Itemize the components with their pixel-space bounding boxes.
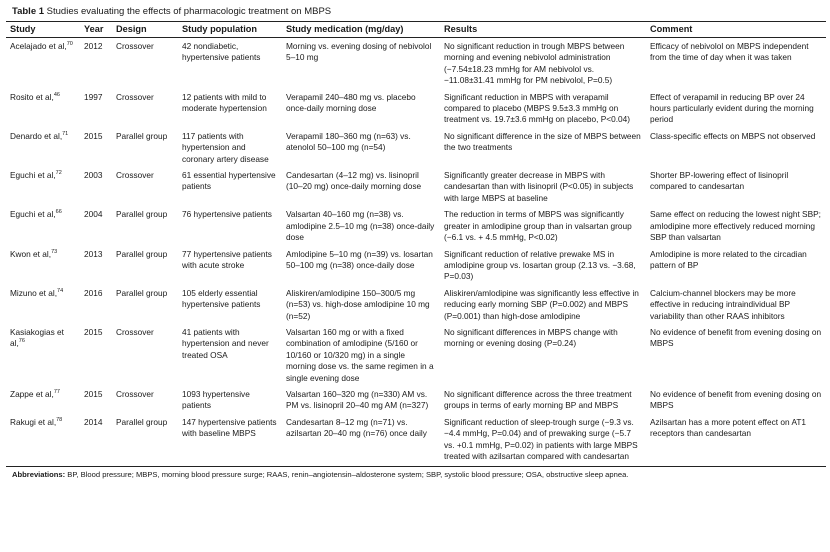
cell-comment: [646, 38, 826, 89]
header-medication: Study medication (mg/day): [282, 22, 440, 38]
table-row: [6, 206, 826, 245]
cell-design: [112, 128, 178, 167]
cell-results-text: No significant difference across the three treatment groups in terms of early morning BP and MBPS: [444, 388, 632, 411]
cell-population: [178, 414, 282, 465]
table-row: [6, 128, 826, 167]
cell-design: [112, 167, 178, 206]
cell-study-text: Rosito et al,: [10, 91, 54, 102]
cell-population: [178, 89, 282, 128]
cell-design: [112, 246, 178, 285]
cell-study-text: Kasiakogias et al,: [10, 326, 64, 349]
cell-population: [178, 167, 282, 206]
cell-study: [6, 89, 80, 128]
cell-year: [80, 167, 112, 206]
cell-year: [80, 414, 112, 465]
header-population: Study population: [178, 22, 282, 38]
cell-population: [178, 38, 282, 89]
cell-design-text: Crossover: [116, 326, 154, 337]
cell-medication: [282, 386, 440, 414]
cell-design-text: Crossover: [116, 170, 154, 181]
header-design: Design: [112, 22, 178, 38]
cell-results-text: No significant difference in the size of MBPS between the two treatments: [444, 130, 641, 153]
cell-population: [178, 285, 282, 324]
cell-study: [6, 285, 80, 324]
cell-study: [6, 206, 80, 245]
cell-medication-text: Morning vs. evening dosing of nebivolol 5–10 mg: [286, 41, 432, 63]
abbreviations-label: Abbreviations:: [12, 470, 66, 480]
table-figure: [6, 0, 826, 479]
cell-design-text: Parallel group: [116, 209, 168, 220]
abbreviations-note: [6, 466, 826, 479]
cell-study: [6, 128, 80, 167]
table-row: [6, 38, 826, 89]
cell-design: [112, 324, 178, 386]
table-row: [6, 246, 826, 285]
table-label: Table 1: [12, 6, 45, 17]
cell-results: [440, 285, 646, 324]
cell-comment-text: Same effect on reducing the lowest night SBP; amlodipine more effectively reduced morning SBP than valsartan: [650, 209, 821, 243]
cell-design-text: Parallel group: [116, 287, 168, 298]
cell-medication: [282, 414, 440, 465]
table-caption: [6, 6, 826, 17]
table-body: [6, 38, 826, 465]
cell-year-text: 2015: [84, 326, 103, 337]
header-year: Year: [80, 22, 112, 38]
cell-comment: [646, 89, 826, 128]
cell-population-text: 105 elderly essential hypertensive patients: [182, 287, 261, 310]
cell-study-text: Kwon et al,: [10, 248, 52, 259]
cell-results: [440, 324, 646, 386]
cell-study: [6, 386, 80, 414]
cell-design: [112, 285, 178, 324]
cell-medication: [282, 246, 440, 285]
cell-medication-text: Candesartan 8–12 mg (n=71) vs. azilsartan 20–40 mg (n=76) once daily: [286, 416, 427, 439]
cell-comment-text: Effect of verapamil in reducing BP over 24 hours particularly evident during the morning period: [650, 91, 814, 125]
cell-study-text: Eguchi et al,: [10, 170, 56, 181]
cell-year-text: 2015: [84, 130, 103, 141]
cell-population-text: 117 patients with hypertension and coronary artery disease: [182, 130, 269, 164]
cell-study: [6, 38, 80, 89]
cell-year-text: 1997: [84, 91, 103, 102]
cell-comment: [646, 128, 826, 167]
cell-year-text: 2015: [84, 388, 103, 399]
cell-medication: [282, 38, 440, 89]
cell-year-text: 2012: [84, 41, 103, 51]
cell-comment: [646, 246, 826, 285]
header-study: Study: [6, 22, 80, 38]
cell-comment: [646, 206, 826, 245]
cell-comment-text: Shorter BP-lowering effect of lisinopril compared to candesartan: [650, 170, 789, 192]
cell-design-text: Crossover: [116, 91, 154, 102]
cell-results: [440, 89, 646, 128]
cell-results-text: The reduction in terms of MBPS was significantly greater in amlodipine group than in valsartan group (−6.1 vs. + 4.5 mmHg, P<0.02): [444, 209, 632, 243]
cell-study-text: Denardo et al,: [10, 130, 63, 141]
cell-design: [112, 206, 178, 245]
cell-design: [112, 38, 178, 89]
cell-comment: [646, 414, 826, 465]
cell-results-text: Significant reduction of relative prewake MS in amlodipine group vs. losartan group (2.13 vs. −3.68, P=0.03): [444, 248, 636, 282]
table-row: [6, 167, 826, 206]
cell-population-text: 41 patients with hypertension and never treated OSA: [182, 326, 269, 360]
reference-number: 78: [56, 417, 63, 424]
reference-number: 71: [62, 131, 69, 138]
cell-design-text: Crossover: [116, 41, 154, 51]
cell-study-text: Zappe et al,: [10, 388, 54, 399]
cell-comment: [646, 386, 826, 414]
cell-population-text: 42 nondiabetic, hypertensive patients: [182, 41, 261, 63]
table-row: [6, 386, 826, 414]
reference-number: 66: [55, 209, 62, 216]
cell-year: [80, 386, 112, 414]
cell-study-text: Mizuno et al,: [10, 287, 58, 298]
cell-results: [440, 386, 646, 414]
cell-study-text: Rakugi et al,: [10, 416, 57, 427]
table-row: [6, 414, 826, 465]
cell-population: [178, 324, 282, 386]
cell-medication-text: Candesartan (4–12 mg) vs. lisinopril (10–20 mg) once-daily morning dose: [286, 170, 422, 192]
cell-design-text: Parallel group: [116, 248, 168, 259]
cell-comment: [646, 167, 826, 206]
cell-medication-text: Verapamil 240–480 mg vs. placebo once-daily morning dose: [286, 91, 416, 114]
cell-design: [112, 89, 178, 128]
cell-medication: [282, 285, 440, 324]
cell-population: [178, 128, 282, 167]
cell-results-text: Significant reduction of sleep-trough surge (−9.3 vs. −4.4 mmHg, P=0.04) and of prewaking surge (−5.7 vs. +0.1 mmHg, P=0.02) in patients with large MBPS treated with azilsartan compared with candesartan: [444, 416, 638, 461]
cell-year: [80, 324, 112, 386]
cell-study-text: Eguchi et al,: [10, 209, 56, 220]
cell-medication: [282, 128, 440, 167]
cell-population-text: 12 patients with mild to moderate hypertension: [182, 91, 267, 114]
cell-study-text: Acelajado et al,: [10, 41, 67, 51]
reference-number: 70: [66, 41, 73, 48]
cell-medication-text: Amlodipine 5–10 mg (n=39) vs. losartan 50–100 mg (n=38) once-daily dose: [286, 248, 433, 270]
cell-medication: [282, 206, 440, 245]
cell-results-text: Significantly greater decrease in MBPS with candesartan than with lisinopril (P<0.05) in subjects with large MBPS at baseline: [444, 170, 634, 203]
cell-population: [178, 386, 282, 414]
cell-comment: [646, 285, 826, 324]
cell-comment-text: Efficacy of nebivolol on MBPS independent from the time of day when it was taken: [650, 41, 809, 63]
cell-medication: [282, 324, 440, 386]
table-row: [6, 285, 826, 324]
cell-study: [6, 414, 80, 465]
cell-year-text: 2014: [84, 416, 103, 427]
cell-year-text: 2016: [84, 287, 103, 298]
cell-year-text: 2013: [84, 248, 103, 259]
cell-medication: [282, 167, 440, 206]
cell-year: [80, 206, 112, 245]
reference-number: 73: [51, 248, 58, 255]
cell-medication: [282, 89, 440, 128]
cell-design: [112, 414, 178, 465]
table-title: Studies evaluating the effects of pharmacologic treatment on MBPS: [46, 6, 332, 17]
cell-comment-text: Azilsartan has a more potent effect on AT1 receptors than candesartan: [650, 416, 807, 439]
table-row: [6, 324, 826, 386]
cell-results: [440, 38, 646, 89]
cell-comment: [646, 324, 826, 386]
cell-study: [6, 246, 80, 285]
cell-year: [80, 285, 112, 324]
reference-number: 76: [18, 338, 25, 345]
cell-results: [440, 414, 646, 465]
cell-results-text: No significant reduction in trough MBPS between morning and evening nebivolol administration (−7.54±18.23 mmHg for AM nebivolol vs. −11.08±31.41 mmHg for PM nebivolol, P=0.5): [444, 41, 625, 86]
cell-study: [6, 324, 80, 386]
cell-comment-text: No evidence of benefit from evening dosing on MBPS: [650, 388, 822, 411]
cell-study: [6, 167, 80, 206]
cell-results: [440, 167, 646, 206]
cell-population-text: 77 hypertensive patients with acute stroke: [182, 248, 272, 270]
studies-table: [6, 21, 826, 464]
cell-population: [178, 246, 282, 285]
cell-comment-text: No evidence of benefit from evening dosing on MBPS: [650, 326, 822, 349]
header-row: [6, 22, 826, 38]
abbreviations-text: BP, Blood pressure; MBPS, morning blood pressure surge; RAAS, renin–angiotensin–aldosterone system; SBP, systolic blood pressure; OSA, obstructive sleep apnea.: [67, 470, 629, 480]
header-comment: Comment: [646, 22, 826, 38]
cell-population-text: 1093 hypertensive patients: [182, 388, 250, 411]
cell-medication-text: Valsartan 40–160 mg (n=38) vs. amlodipine 2.5–10 mg (n=38) once-daily dose: [286, 209, 435, 243]
cell-comment-text: Calcium-channel blockers may be more effective in reducing intraindividual BP variability than other RAAS inhibitors: [650, 287, 796, 321]
reference-number: 46: [53, 91, 60, 98]
header-results: Results: [440, 22, 646, 38]
cell-results-text: No significant differences in MBPS change with morning or evening dosing (P=0.24): [444, 326, 618, 349]
reference-number: 77: [53, 389, 60, 396]
cell-medication-text: Valsartan 160 mg or with a fixed combination of amlodipine (5/160 or 10/160 or 10/320 mg) in a single morning dose vs. the same regimen in a single evening dose: [286, 326, 434, 383]
cell-design-text: Parallel group: [116, 130, 168, 141]
cell-year-text: 2004: [84, 209, 103, 220]
cell-comment-text: Amlodipine is more related to the circadian pattern of BP: [650, 248, 807, 270]
cell-comment-text: Class-specific effects on MBPS not observed: [650, 130, 816, 141]
cell-medication-text: Verapamil 180–360 mg (n=63) vs. atenolol 50–100 mg (n=54): [286, 130, 411, 153]
table-row: [6, 89, 826, 128]
cell-design-text: Crossover: [116, 388, 154, 399]
cell-year-text: 2003: [84, 170, 103, 181]
cell-population-text: 61 essential hypertensive patients: [182, 170, 276, 192]
reference-number: 74: [57, 287, 64, 294]
cell-results: [440, 128, 646, 167]
cell-results: [440, 206, 646, 245]
cell-population-text: 147 hypertensive patients with baseline MBPS: [182, 416, 277, 439]
cell-year: [80, 246, 112, 285]
reference-number: 72: [55, 170, 62, 177]
cell-population-text: 76 hypertensive patients: [182, 209, 272, 220]
cell-results-text: Significant reduction in MBPS with verapamil compared to placebo (MBPS 9.5±3.3 mmHg on treatment vs. 19.7±3.6 mmHg on placebo, P<0.04): [444, 91, 631, 125]
cell-design-text: Parallel group: [116, 416, 168, 427]
cell-results-text: Aliskiren/amlodipine was significantly less effective in reducing early morning SBP (P=0.002) and MBPS (P=0.001) than high-dose amlodipine: [444, 287, 639, 321]
cell-year: [80, 38, 112, 89]
cell-population: [178, 206, 282, 245]
cell-medication-text: Valsartan 160–320 mg (n=330) AM vs. PM vs. lisinopril 20–40 mg AM (n=327): [286, 388, 429, 411]
cell-design: [112, 386, 178, 414]
cell-year: [80, 128, 112, 167]
cell-medication-text: Aliskiren/amlodipine 150–300/5 mg (n=53) vs. high-dose amlodipine 10 mg (n=52): [286, 287, 430, 321]
cell-year: [80, 89, 112, 128]
cell-results: [440, 246, 646, 285]
